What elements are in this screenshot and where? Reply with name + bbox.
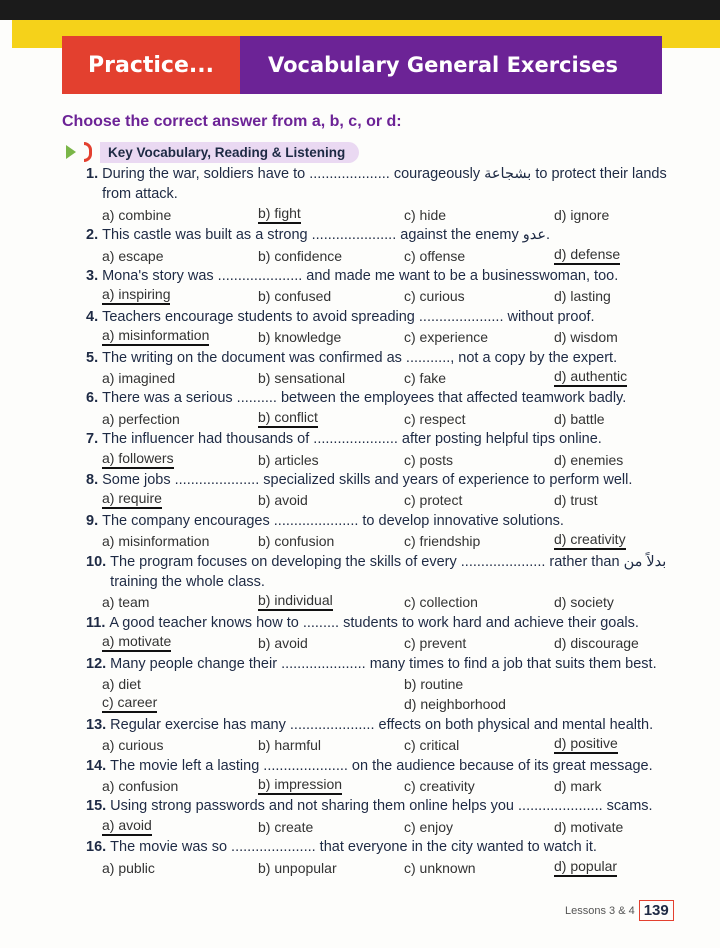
option-c[interactable]: c) experience [404,329,489,346]
options-row [86,858,686,878]
option-b[interactable]: b) confidence [258,247,343,264]
question [86,654,686,715]
option-c[interactable]: c) unknown [404,859,476,876]
page-title: Vocabulary General Exercises [240,36,662,94]
question-number: 15. [86,798,107,815]
option-a[interactable]: a) curious [102,737,164,754]
question-text: The writing on the document was confirmed as ..........., not a copy by the expert. [102,349,618,366]
question-number: 16. [86,839,107,856]
question [86,307,686,348]
question [86,225,686,266]
question-text: A good teacher knows how to ......... students to work hard and achieve their goals. [109,614,639,631]
option-b[interactable]: b) individual [258,592,333,611]
question-text: Teachers encourage students to avoid spreading ..................... without proof. [102,308,595,325]
option-c[interactable]: c) respect [404,410,466,427]
question-number: 7. [86,431,99,448]
option-d[interactable]: d) enemies [554,451,624,468]
options-row [86,817,686,837]
option-c[interactable]: c) hide [404,206,447,223]
option-b[interactable]: b) knowledge [258,329,342,346]
options-row [86,735,686,755]
top-edge [0,0,720,20]
option-d[interactable]: d) lasting [554,288,611,305]
section-label: Key Vocabulary, Reading & Listening [100,142,359,163]
question-text: There was a serious .......... between the employees that affected teamwork badly. [102,390,627,407]
options-row [86,592,686,612]
option-d[interactable]: d) motivate [554,818,624,835]
option-b[interactable]: b) articles [258,451,319,468]
header-banner [62,36,662,94]
question [86,796,686,837]
options-row [86,368,686,388]
option-a[interactable]: a) motivate [102,633,171,652]
question-number: 9. [86,512,99,529]
option-a[interactable]: a) misinformation [102,327,209,346]
options-row [86,286,686,306]
option-d[interactable]: d) popular [554,858,617,877]
option-d[interactable]: d) neighborhood [404,696,506,713]
option-d[interactable]: d) ignore [554,206,610,223]
option-d[interactable]: d) society [554,594,614,611]
question [86,552,686,613]
lessons-label: Lessons 3 & 4 [565,904,635,917]
options-row [86,205,686,225]
instruction: Choose the correct answer from a, b, c, or d: [62,113,402,130]
question-number: 11. [86,614,106,631]
page-footer [565,900,674,921]
options-row [86,674,686,694]
question [86,470,686,511]
question-number: 6. [86,390,99,407]
option-a[interactable]: a) avoid [102,817,152,836]
options-row [86,490,686,510]
option-a[interactable]: a) inspiring [102,286,170,305]
question-number: 13. [86,716,107,733]
question-number: 14. [86,757,107,774]
options-row [86,409,686,429]
options-row [86,776,686,796]
question [86,511,686,552]
option-a[interactable]: a) perfection [102,410,180,427]
option-b[interactable]: b) avoid [258,635,308,652]
question-text: The company encourages ..................... to develop innovative solutions. [102,512,564,529]
question [86,266,686,307]
question [86,164,686,225]
option-b[interactable]: b) routine [404,675,464,692]
option-b[interactable]: b) create [258,818,314,835]
option-c[interactable]: c) prevent [404,635,467,652]
option-b[interactable]: b) confused [258,288,332,305]
option-b[interactable]: b) sensational [258,370,346,386]
option-d[interactable]: d) creativity [554,531,626,550]
question [86,388,686,429]
options-row [86,633,686,653]
page-number: 139 [639,900,674,921]
option-d[interactable]: d) wisdom [554,329,618,346]
options-row [86,327,686,347]
question-text: The movie left a lasting ..................... on the audience because of its great message. [110,757,653,774]
option-b[interactable]: b) conflict [258,409,318,428]
question-text: This castle was built as a strong ..................... against the enemy عدو. [102,227,551,244]
option-c[interactable]: c) collection [404,594,478,611]
question-text: Using strong passwords and not sharing them online helps you ..................... scams. [110,798,653,815]
question-number: 2. [86,227,99,244]
question-text: Many people change their ..................... many times to find a job that suits them best. [110,655,657,672]
option-b[interactable]: b) impression [258,776,342,795]
arrow-icon [66,145,76,159]
section-heading [66,140,359,164]
options-row [86,694,686,714]
question-list [86,164,686,878]
option-a[interactable]: a) diet [102,675,141,692]
question [86,756,686,797]
option-c[interactable]: c) friendship [404,533,481,550]
question-number: 4. [86,308,99,325]
option-b[interactable]: b) fight [258,205,301,224]
bracket-icon [84,142,92,162]
option-a[interactable]: a) imagined [102,370,176,386]
question [86,429,686,470]
option-c[interactable]: c) offense [404,247,466,264]
option-d[interactable]: d) discourage [554,635,639,652]
question-number: 1. [86,166,99,182]
option-a[interactable]: a) misinformation [102,533,210,550]
option-a[interactable]: a) followers [102,450,174,469]
option-d[interactable]: d) authentic [554,368,627,387]
option-b[interactable]: b) harmful [258,737,322,754]
question-text: During the war, soldiers have to .................... courageously بشجاعة to protect their lands from attack. [102,166,667,203]
options-row [86,450,686,470]
question-number: 10. [86,553,107,570]
question [86,348,686,389]
option-d[interactable]: d) mark [554,777,602,794]
option-c[interactable]: c) career [102,694,157,713]
option-c[interactable]: c) protect [404,492,463,509]
question [86,837,686,878]
option-a[interactable]: a) team [102,594,150,611]
question-text: The program focuses on developing the skills of every ..................... rather than بدلاً من training the whole class. [110,553,667,590]
option-a[interactable]: a) escape [102,247,164,264]
practice-label: Practice... [62,36,240,94]
option-d[interactable]: d) trust [554,492,598,509]
option-a[interactable]: a) public [102,859,155,876]
options-row [86,246,686,266]
question-text: Regular exercise has many ..................... effects on both physical and mental health. [110,716,654,733]
option-c[interactable]: c) curious [404,288,465,305]
option-c[interactable]: c) enjoy [404,818,454,835]
option-c[interactable]: c) critical [404,737,460,754]
question-number: 8. [86,471,99,488]
options-row [86,531,686,551]
question-text: Mona's story was ..................... and made me want to be a businesswoman, too. [102,268,619,284]
option-b[interactable]: b) confusion [258,533,335,550]
option-d[interactable]: d) positive [554,735,618,754]
question-text: The movie was so ..................... that everyone in the city wanted to watch it. [110,839,597,856]
option-d[interactable]: d) defense [554,246,620,265]
option-a[interactable]: a) require [102,490,162,509]
question [86,715,686,756]
option-b[interactable]: b) unpopular [258,859,337,876]
option-c[interactable]: c) creativity [404,777,475,794]
question-text: The influencer had thousands of ..................... after posting helpful tips online. [102,431,602,448]
question-number: 3. [86,268,99,284]
question-number: 12. [86,655,107,672]
option-d[interactable]: d) battle [554,410,605,427]
question-text: Some jobs ..................... specialized skills and years of experience to perform well. [102,471,633,488]
option-c[interactable]: c) posts [404,451,454,468]
option-c[interactable]: c) fake [404,370,447,386]
option-a[interactable]: a) combine [102,206,172,223]
option-b[interactable]: b) avoid [258,492,308,509]
question [86,613,686,654]
question-number: 5. [86,349,99,366]
option-a[interactable]: a) confusion [102,777,179,794]
